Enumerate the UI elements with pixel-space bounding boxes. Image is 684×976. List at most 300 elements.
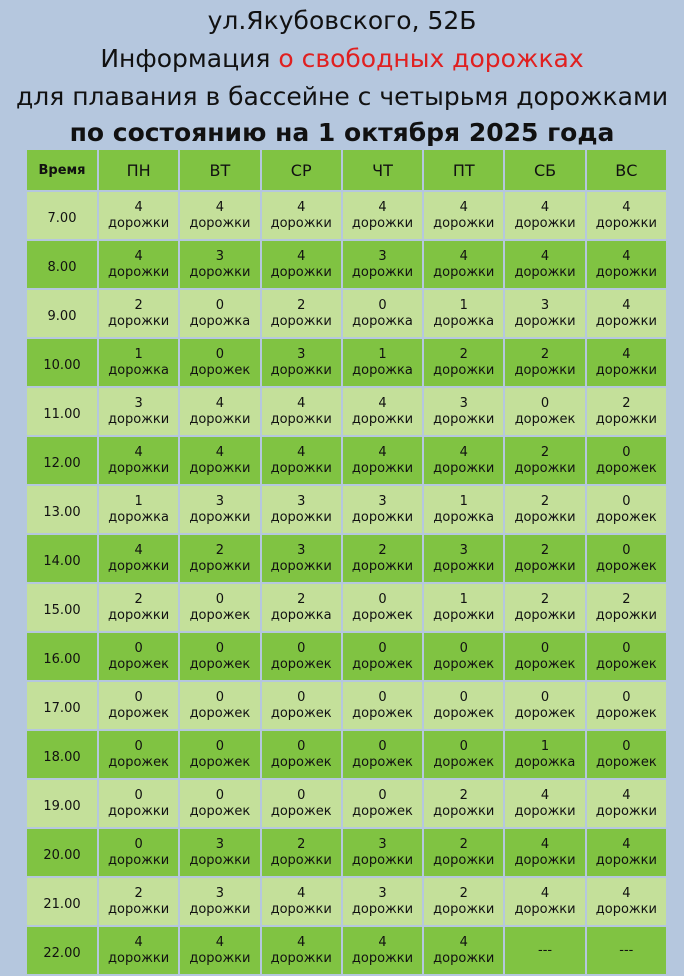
lane-word: дорожки [595, 215, 657, 231]
lane-count: 3 [215, 885, 225, 901]
lane-cell [342, 387, 423, 436]
lane-word: дорожки [433, 460, 495, 476]
lane-count: 1 [459, 591, 468, 607]
lane-word: дорожки [270, 460, 332, 476]
lane-word: дорожек [270, 656, 332, 672]
lane-count: 3 [215, 493, 225, 509]
lane-count: 1 [134, 493, 143, 509]
lane-word: дорожки [514, 803, 576, 819]
lane-word: дорожки [595, 852, 657, 868]
table-row [26, 681, 667, 730]
lane-count: 2 [134, 591, 143, 607]
lane-cell [261, 436, 342, 485]
lane-cell [586, 681, 667, 730]
lane-count: 4 [297, 248, 306, 264]
lane-count: 4 [215, 934, 225, 950]
lane-count: 2 [540, 444, 550, 460]
lane-count: 0 [297, 787, 306, 803]
lane-cell [179, 338, 260, 387]
lane-word: дорожки [351, 901, 414, 917]
table-row [26, 632, 667, 681]
lane-word: дорожки [108, 558, 170, 574]
lane-word: дорожек [189, 803, 251, 819]
lane-word: дорожки [108, 901, 170, 917]
lane-count: 4 [134, 444, 143, 460]
lane-count: 4 [622, 836, 631, 852]
lane-cell [423, 338, 504, 387]
lane-count: 0 [134, 689, 143, 705]
lane-word: дорожки [595, 313, 657, 329]
lane-cell [261, 387, 342, 436]
lane-count: 4 [622, 346, 631, 362]
lane-cell [586, 877, 667, 926]
lane-cell [586, 926, 667, 975]
lane-count: 2 [459, 346, 468, 362]
lane-cell [261, 240, 342, 289]
lane-cell [261, 877, 342, 926]
lane-cell [98, 485, 179, 534]
lane-word: дорожки [514, 362, 576, 378]
lane-word: дорожек [108, 754, 169, 770]
lane-cell [98, 926, 179, 975]
lane-count: 4 [378, 934, 387, 950]
lane-cell [342, 338, 423, 387]
lane-cell [98, 338, 179, 387]
lane-cell [504, 485, 585, 534]
time-cell: 19.00 [26, 779, 98, 828]
table-row [26, 387, 667, 436]
lane-count: 4 [622, 199, 631, 215]
lane-count: 0 [540, 640, 550, 656]
lane-count: 3 [459, 542, 468, 558]
lane-word: дорожки [595, 362, 657, 378]
lane-count: 4 [622, 297, 631, 313]
lane-word: дорожки [351, 950, 414, 966]
lane-word: дорожки [595, 901, 657, 917]
lane-word: дорожек [595, 754, 657, 770]
time-cell: 10.00 [26, 338, 98, 387]
lane-word: дорожка [108, 509, 169, 525]
lane-count: 0 [378, 640, 387, 656]
lane-cell [342, 289, 423, 338]
lane-count: 3 [378, 493, 387, 509]
lane-cell [98, 240, 179, 289]
info-prefix: Информация [100, 44, 279, 73]
lane-cell [423, 877, 504, 926]
lane-cell [261, 583, 342, 632]
lane-word: дорожка [352, 362, 413, 378]
lane-word: дорожки [270, 411, 332, 427]
lane-cell [586, 583, 667, 632]
lane-count: 2 [540, 493, 550, 509]
table-row [26, 191, 667, 240]
lane-word: дорожка [189, 313, 251, 329]
lane-word: дорожек [514, 705, 576, 721]
lane-word: дорожка [270, 607, 332, 623]
lane-word: дорожки [351, 215, 414, 231]
lane-word: дорожка [433, 313, 495, 329]
lane-word: дорожек [352, 803, 413, 819]
day-header-fri: ПТ [423, 149, 504, 191]
lane-cell [179, 191, 260, 240]
lane-cell [98, 436, 179, 485]
lane-count: 2 [297, 297, 306, 313]
lane-count: 0 [622, 444, 631, 460]
lane-count: 4 [459, 444, 468, 460]
lane-word: дорожки [514, 313, 576, 329]
lane-word: дорожек [189, 705, 251, 721]
lane-word: дорожки [270, 509, 332, 525]
lane-cell [423, 730, 504, 779]
lane-cell [261, 632, 342, 681]
lane-count: 4 [297, 885, 306, 901]
lane-cell [179, 289, 260, 338]
table-row [26, 828, 667, 877]
day-header-sun: ВС [586, 149, 667, 191]
lane-count: 0 [378, 689, 387, 705]
day-header-thu: ЧТ [342, 149, 423, 191]
lane-count: --- [619, 942, 634, 958]
lane-cell [423, 779, 504, 828]
lane-count: 3 [134, 395, 143, 411]
lane-count: 0 [215, 787, 225, 803]
lane-count: 0 [459, 689, 468, 705]
table-header-row [26, 149, 667, 191]
lane-count: 4 [297, 934, 306, 950]
lane-word: дорожки [514, 558, 576, 574]
lane-cell [179, 877, 260, 926]
lane-word: дорожки [351, 558, 414, 574]
lane-cell [504, 436, 585, 485]
lane-count: 4 [134, 248, 143, 264]
lane-count: 0 [297, 738, 306, 754]
time-cell: 22.00 [26, 926, 98, 975]
lane-count: 4 [297, 395, 306, 411]
as-of-date: по состоянию на 1 октября 2025 года [69, 118, 615, 147]
lane-cell [261, 926, 342, 975]
lane-word: дорожек [352, 705, 413, 721]
pool-description: для плавания в бассейне с четырьмя дорожками [15, 82, 669, 111]
lane-cell [423, 828, 504, 877]
lane-word: дорожки [351, 509, 414, 525]
lane-word: дорожки [189, 411, 251, 427]
lane-cell [423, 926, 504, 975]
lane-cell [586, 436, 667, 485]
lane-word: дорожек [595, 558, 657, 574]
lane-count: 2 [459, 787, 468, 803]
lane-count: 3 [297, 346, 306, 362]
lane-word: дорожки [433, 901, 495, 917]
lane-count: 3 [215, 248, 225, 264]
lane-word: дорожки [108, 411, 170, 427]
lane-cell [179, 485, 260, 534]
lane-word: дорожки [595, 607, 657, 623]
lane-count: 4 [378, 444, 387, 460]
lane-cell [586, 338, 667, 387]
lane-cell [342, 779, 423, 828]
lane-word: дорожки [433, 852, 495, 868]
lane-cell [98, 877, 179, 926]
lane-cell [261, 681, 342, 730]
lane-count: 4 [459, 248, 468, 264]
lane-word: дорожек [352, 656, 413, 672]
lane-cell [423, 436, 504, 485]
time-cell: 13.00 [26, 485, 98, 534]
lane-count: 4 [622, 787, 631, 803]
lane-word: дорожек [595, 460, 657, 476]
lane-word: дорожки [514, 852, 576, 868]
lane-cell [423, 240, 504, 289]
lane-count: 2 [215, 542, 225, 558]
lane-cell [98, 828, 179, 877]
address-title: ул.Якубовского, 52Б [207, 6, 477, 35]
lane-word: дорожки [433, 950, 495, 966]
lane-count: 4 [540, 787, 550, 803]
lane-word: дорожки [514, 509, 576, 525]
lane-cell [261, 730, 342, 779]
lane-count: 0 [215, 346, 225, 362]
lane-cell [504, 289, 585, 338]
lane-count: 1 [378, 346, 387, 362]
lane-cell [342, 730, 423, 779]
lane-word: дорожки [189, 460, 251, 476]
lane-cell [342, 436, 423, 485]
lane-count: 0 [215, 640, 225, 656]
lane-word: дорожек [352, 607, 413, 623]
lane-count: 4 [540, 836, 550, 852]
lane-count: 4 [378, 395, 387, 411]
lane-cell [179, 779, 260, 828]
lane-count: 0 [622, 689, 631, 705]
lane-cell [179, 583, 260, 632]
lane-count: 4 [215, 199, 225, 215]
lane-word: дорожек [352, 754, 413, 770]
lane-word: дорожки [270, 950, 332, 966]
lane-word: дорожки [270, 852, 332, 868]
time-cell: 11.00 [26, 387, 98, 436]
lane-count: 4 [540, 885, 550, 901]
table-row [26, 877, 667, 926]
lane-count: 2 [134, 885, 143, 901]
lane-count: 4 [622, 885, 631, 901]
lane-cell [423, 632, 504, 681]
time-cell: 20.00 [26, 828, 98, 877]
lane-count: 0 [378, 591, 387, 607]
lane-count: 2 [622, 395, 631, 411]
lane-word: дорожки [108, 264, 170, 280]
lane-count: 4 [297, 444, 306, 460]
lane-word: дорожки [433, 607, 495, 623]
lane-cell [504, 730, 585, 779]
lane-word: дорожки [270, 558, 332, 574]
lane-word: дорожек [108, 656, 169, 672]
lane-count: 4 [378, 199, 387, 215]
time-cell: 18.00 [26, 730, 98, 779]
lane-word: дорожки [108, 803, 170, 819]
lane-word: дорожки [189, 852, 251, 868]
lane-word: дорожки [108, 313, 170, 329]
table-row [26, 338, 667, 387]
lane-word: дорожки [514, 901, 576, 917]
lane-cell [586, 730, 667, 779]
lane-count: 0 [215, 689, 225, 705]
lane-cell [179, 240, 260, 289]
lane-word: дорожки [514, 264, 576, 280]
lane-word: дорожек [514, 656, 576, 672]
lane-count: 1 [459, 297, 468, 313]
lane-word: дорожки [189, 901, 251, 917]
lane-cell [423, 583, 504, 632]
lane-word: дорожек [270, 803, 332, 819]
lane-word: дорожек [514, 411, 576, 427]
lane-word: дорожек [189, 607, 251, 623]
lane-cell [423, 534, 504, 583]
lane-word: дорожки [189, 264, 251, 280]
lane-cell [98, 534, 179, 583]
lane-cell [98, 730, 179, 779]
lane-count: 4 [622, 248, 631, 264]
table-row [26, 485, 667, 534]
lane-cell [586, 240, 667, 289]
lane-word: дорожек [270, 705, 332, 721]
table-body [26, 191, 667, 975]
lane-count: 2 [134, 297, 143, 313]
lane-count: 4 [297, 199, 306, 215]
lane-cell [261, 485, 342, 534]
lane-cell [342, 534, 423, 583]
lane-count: 1 [540, 738, 550, 754]
lane-count: 2 [622, 591, 631, 607]
lane-cell [504, 681, 585, 730]
lane-word: дорожек [595, 705, 657, 721]
lane-cell [342, 583, 423, 632]
lane-cell [261, 534, 342, 583]
lane-word: дорожки [351, 411, 414, 427]
lane-count: 4 [134, 199, 143, 215]
lane-cell [342, 926, 423, 975]
lane-count: 0 [622, 640, 631, 656]
lane-cell [423, 485, 504, 534]
lane-word: дорожки [433, 803, 495, 819]
time-cell: 8.00 [26, 240, 98, 289]
lane-cell [586, 485, 667, 534]
lane-word: дорожка [352, 313, 413, 329]
lane-count: 2 [297, 591, 306, 607]
lane-cell [504, 779, 585, 828]
lane-cell [261, 191, 342, 240]
lane-word: дорожек [595, 509, 657, 525]
lane-count: 0 [215, 591, 225, 607]
lane-count: 0 [622, 738, 631, 754]
lane-count: 1 [134, 346, 143, 362]
lane-cell [179, 730, 260, 779]
lane-word: дорожка [514, 754, 576, 770]
lane-cell [98, 191, 179, 240]
info-title [0, 42, 684, 76]
lane-cell [586, 779, 667, 828]
lane-word: дорожки [351, 460, 414, 476]
lane-cell [179, 534, 260, 583]
lane-word: дорожки [433, 362, 495, 378]
lane-cell [586, 534, 667, 583]
lane-cell [423, 191, 504, 240]
lane-cell [261, 289, 342, 338]
lane-cell [586, 632, 667, 681]
lane-word: дорожка [108, 362, 169, 378]
lane-count: 0 [378, 787, 387, 803]
lane-count: 4 [540, 199, 550, 215]
lane-word: дорожки [270, 215, 332, 231]
info-highlight: о свободных дорожках [278, 44, 584, 73]
lane-word: дорожки [351, 264, 414, 280]
lane-cell [586, 387, 667, 436]
lane-cell [179, 632, 260, 681]
lane-count: 0 [622, 542, 631, 558]
day-header-wed: СР [261, 149, 342, 191]
time-cell: 15.00 [26, 583, 98, 632]
lane-count: 0 [378, 297, 387, 313]
lane-cell [98, 779, 179, 828]
lane-count: 0 [297, 640, 306, 656]
lane-word: дорожки [270, 264, 332, 280]
lane-word: дорожек [108, 705, 169, 721]
table-row [26, 730, 667, 779]
lane-word: дорожек [270, 754, 332, 770]
lane-word: дорожки [270, 901, 332, 917]
lane-word: дорожек [433, 705, 495, 721]
time-cell: 7.00 [26, 191, 98, 240]
lane-count: 2 [378, 542, 387, 558]
lane-word: дорожки [514, 215, 576, 231]
lane-cell [504, 338, 585, 387]
day-header-mon: ПН [98, 149, 179, 191]
lane-count: --- [538, 942, 553, 958]
lane-cell [504, 632, 585, 681]
lane-cell [342, 632, 423, 681]
lane-count: 0 [134, 787, 143, 803]
lane-count: 2 [459, 885, 468, 901]
lane-count: 4 [134, 934, 143, 950]
time-cell: 12.00 [26, 436, 98, 485]
lane-count: 0 [297, 689, 306, 705]
lane-count: 3 [540, 297, 550, 313]
lane-count: 3 [297, 493, 306, 509]
lane-count: 3 [459, 395, 468, 411]
lane-cell [504, 926, 585, 975]
lane-word: дорожки [351, 852, 414, 868]
lane-cell [504, 583, 585, 632]
lane-word: дорожки [108, 460, 170, 476]
time-column-header: Время [26, 149, 98, 191]
lane-count: 4 [459, 934, 468, 950]
lane-count: 0 [134, 738, 143, 754]
lane-word: дорожки [108, 607, 170, 623]
table-row [26, 926, 667, 975]
lane-word: дорожки [270, 313, 332, 329]
lane-cell [179, 681, 260, 730]
day-header-tue: ВТ [179, 149, 260, 191]
lane-cell [98, 681, 179, 730]
lane-cell [423, 681, 504, 730]
lane-word: дорожки [270, 362, 332, 378]
lane-count: 0 [540, 395, 550, 411]
lane-cell [504, 387, 585, 436]
lane-word: дорожки [514, 460, 576, 476]
lane-count: 4 [459, 199, 468, 215]
lane-word: дорожки [595, 411, 657, 427]
lane-word: дорожки [108, 215, 170, 231]
lane-count: 4 [215, 395, 225, 411]
